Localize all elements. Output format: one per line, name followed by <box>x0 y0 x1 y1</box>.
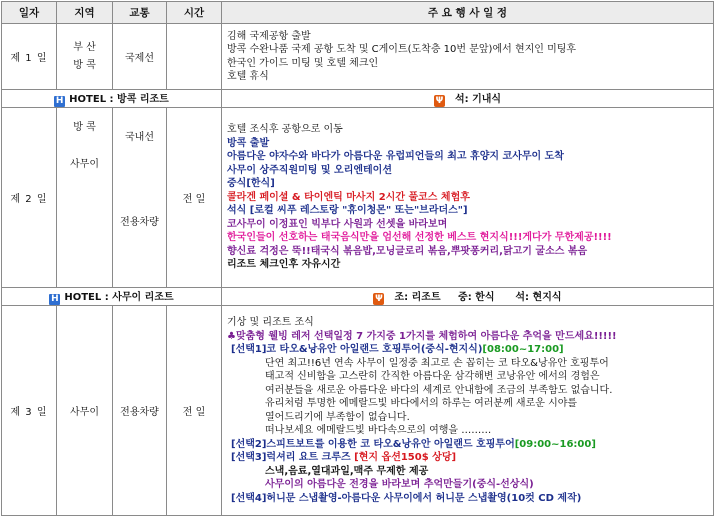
day2-meal-breakfast: 조: 리조트 <box>394 292 441 303</box>
day3-desc: 태고적 신비함을 고스란히 간직한 아름다운 삼각해변 코낭유안 에서의 경험은 <box>265 371 600 382</box>
day2-meals <box>222 288 714 306</box>
day2-line: 석식 [로컬 씨푸 레스토랑 "휴이청몬" 또는"브라더스"] <box>227 205 468 217</box>
day3-schedule <box>222 306 714 516</box>
day2-transport-top: 국내선 <box>125 132 154 143</box>
day3-option-2: [선택2]스피트보트를 이용한 코 타오&낭유안 아일랜드 호핑투어[09:00~16:00] <box>231 438 596 450</box>
day3-option-3-detail: 스낵,음료,열대과일,맥주 무제한 제공 <box>265 465 429 477</box>
day2-meal-lunch: 중: 한식 <box>458 292 495 303</box>
day3-desc: 여러분들을 새로운 아름다운 바다의 세계로 안내함에 조금의 부족함도 없습니다. <box>265 384 613 396</box>
header-transport: 교통 <box>113 2 167 24</box>
day2-meal-dinner: 석: 현지식 <box>515 292 562 303</box>
day1-meal-dinner: 석: 기내식 <box>454 94 502 105</box>
day1-label: 제 1 일 <box>2 24 57 90</box>
day2-line: 코사무이 이정표인 빅부다 사원과 선셋을 바라보며 <box>227 218 448 230</box>
day1-region <box>57 24 113 90</box>
day3-highlight: ♣맞춤형 웰빙 레저 선택일정 7 가지중 1가지를 체험하여 아름다운 추억을 만드세요!!!!! <box>227 330 617 342</box>
itinerary-table <box>1 1 714 516</box>
day3-region: 사무이 <box>57 306 113 516</box>
day2-region-top: 방 콕 <box>73 122 96 133</box>
day2-line: 호텔 조식후 공항으로 이동 <box>227 124 343 136</box>
day1-line: 김해 국제공항 출발 <box>227 30 311 42</box>
day2-line: 리조트 체크인후 자유시간 <box>227 259 341 271</box>
day2-transport-bottom: 전용차량 <box>120 217 159 228</box>
day1-row <box>2 24 714 90</box>
header-day: 일자 <box>2 2 57 24</box>
day2-line: 아름다운 야자수와 바다가 아름다운 유럽피언들의 최고 휴양지 코사무이 도착 <box>227 151 564 163</box>
day2-line: 콜라겐 페이셜 & 타이엔틱 마사지 2시간 풀코스 체험후 <box>227 191 470 203</box>
day1-line: 한국인 가이드 미팅 및 호텔 체크인 <box>227 57 379 69</box>
day2-line: 중식[한식] <box>227 178 275 190</box>
header-schedule: 주 요 행 사 일 정 <box>222 2 714 24</box>
day3-transport: 전용차량 <box>113 306 167 516</box>
day1-line: 호텔 휴식 <box>227 71 269 82</box>
day2-region-bottom: 사무이 <box>70 159 99 170</box>
day2-label: 제 2 일 <box>2 108 57 288</box>
day3-desc: 열어드리기에 부족함이 없습니다. <box>265 411 410 423</box>
day2-time: 전 일 <box>167 108 222 288</box>
day2-transport <box>113 108 167 288</box>
day1-transport: 국제선 <box>113 24 167 90</box>
day1-hotel-row <box>2 90 714 108</box>
fork-knife-icon: Ψ <box>375 294 383 304</box>
day3-desc: 유리처럼 투명한 에메랄드빛 바다에서의 하루는 여러분께 새로운 시야를 <box>265 398 578 409</box>
day3-line: 기상 및 리조트 조식 <box>227 317 314 328</box>
day3-desc: 떠나보세요 에메랄드빛 바다속으로의 여행을 ……… <box>265 425 492 436</box>
day2-hotel <box>2 288 222 306</box>
day2-line: 한국인들이 선호하는 태국음식만을 엄선해 선정한 베스트 현지식!!!게다가 무한제공!!!! <box>227 232 612 244</box>
header-row <box>2 2 714 24</box>
day2-hotel-label: HOTEL : 사무이 리조트 <box>64 292 174 303</box>
day1-hotel <box>2 90 222 108</box>
day1-meals <box>222 90 714 108</box>
hotel-icon: H <box>55 96 64 106</box>
day2-hotel-row <box>2 288 714 306</box>
hotel-icon: H <box>51 294 59 304</box>
day2-line: 사무이 상주직원미팅 및 오리엔테이션 <box>227 164 393 176</box>
day3-row <box>2 306 714 516</box>
fork-knife-icon: Ψ <box>435 96 444 106</box>
day1-region-1: 부 산 <box>73 41 96 53</box>
day1-hotel-label: HOTEL : 방콕 리조트 <box>69 94 169 105</box>
day3-option-3-detail: 사무이의 아름다운 전경을 바라보며 추억만들기(중식-선상식) <box>265 479 534 490</box>
day2-line: 향신료 걱정은 뚝!!태국식 볶음밥,모닝글로리 볶음,뿌팟퐁커리,닭고기 굴소스 볶음 <box>227 245 588 257</box>
day3-time: 전 일 <box>167 306 222 516</box>
header-region: 지역 <box>57 2 113 24</box>
day3-label: 제 3 일 <box>2 306 57 516</box>
day3-option-1: [선택1]코 타오&낭유안 아일랜드 호핑투어(중식-현지식)[08:00~17:00] <box>231 344 564 355</box>
day1-time <box>167 24 222 90</box>
day2-row <box>2 108 714 288</box>
day3-option-4: [선택4]허니문 스냅촬영-아름다운 사무이에서 허니문 스냅촬영(10컷 CD 제작) <box>231 492 582 504</box>
header-time: 시간 <box>167 2 222 24</box>
day3-desc: 단연 최고!!6년 연속 사무이 일정중 최고로 손 꼽히는 코 타오&낭유안 호핑투어 <box>265 357 609 369</box>
day1-line: 방콕 수완나품 국제 공항 도착 및 C게이트(도착층 10번 문앞)에서 현지인 미팅후 <box>227 44 577 55</box>
day2-line: 방콕 출발 <box>227 137 270 149</box>
day3-option-3: [선택3]럭셔리 요트 크루즈 [현지 옵션150$ 상당] <box>231 452 457 463</box>
day1-region-2: 방 콕 <box>73 59 96 71</box>
day2-region <box>57 108 113 288</box>
day1-schedule <box>222 24 714 90</box>
day2-schedule <box>222 108 714 288</box>
